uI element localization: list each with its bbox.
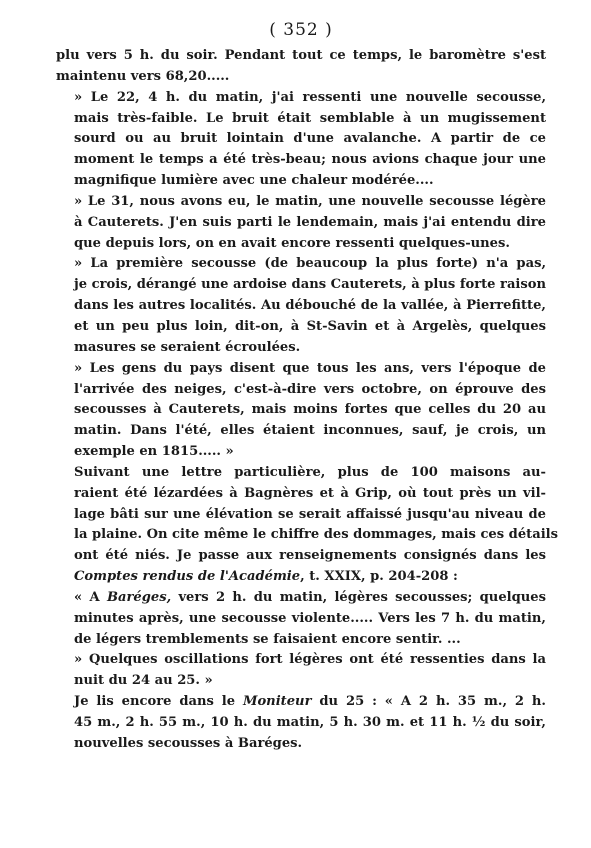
paragraph [56,463,559,588]
text-line: Comptes rendus de l'Académie, t. XXIX, p. 204-208 : [74,569,458,585]
paragraph [56,88,546,192]
text-line: maintenu vers 68,20..... [56,68,230,84]
text-line: masures se seraient écroulées. [74,339,301,355]
text-line: moment le temps a été très-beau; nous avions chaque jour une [74,152,546,168]
text-line: 45 m., 2 h. 55 m., 10 h. du matin, 5 h. 30 m. et 11 h. ½ du soir, [74,715,546,730]
text-line: l'arrivée des neiges, c'est-à-dire vers octobre, on éprouve des [74,381,546,397]
text-line: matin. Dans l'été, elles étaient inconnues, sauf, je crois, un [74,423,546,439]
text-line: et un peu plus loin, dit-on, à St-Savin et à Argelès, quelques [74,318,546,334]
text-line: magnifique lumière avec une chaleur modérée.... [74,173,434,189]
text-line: ont été niés. Je passe aux renseignements consignés dans les [74,548,546,564]
text-line: Je lis encore dans le Moniteur du 25 : « A 2 h. 35 m., 2 h. [74,694,546,710]
book-page [56,18,559,755]
text-line: » La première secousse (de beaucoup la plus forte) n'a pas, [74,256,546,272]
text-line: » Le 31, nous avons eu, le matin, une nouvelle secousse légère [74,193,546,209]
text-line: minutes après, une secousse violente..... Vers les 7 h. du matin, [74,610,546,626]
text-line: raient été lézardées à Bagnères et à Grip, où tout près un vil- [74,485,546,501]
body-text [56,46,559,755]
text-line: nuit du 24 au 25. » [74,673,213,689]
text-line: mais très-faible. Le bruit était semblable à un mugissement [74,110,546,126]
text-line: » Quelques oscillations fort légères ont été ressenties dans la [74,652,546,668]
text-line: « A Baréges, vers 2 h. du matin, légères secousses; quelques [74,589,547,605]
text-line: la plaine. On cite même le chiffre des dommages, mais ces détails [74,527,559,543]
text-line: Suivant une lettre particulière, plus de 100 maisons au- [74,464,546,480]
text-line: lage bâti sur une élévation se serait affaissé jusqu'au niveau de [74,506,546,522]
paragraph [56,650,546,692]
paragraph [56,192,546,255]
text-line: je crois, dérangé une ardoise dans Cauterets, à plus forte raison [74,277,547,293]
text-line: dans les autres localités. Au débouché de la vallée, à Pierrefitte, [74,298,546,314]
text-line: sourd ou au bruit lointain d'une avalanche. A partir de ce [74,131,546,147]
text-line: nouvelles secousses à Baréges. [74,735,303,751]
text-line: » Les gens du pays disent que tous les ans, vers l'époque de [74,360,546,376]
paragraph [56,359,546,463]
page-number: ( 352 ) [269,20,333,40]
text-line: à Cauterets. J'en suis parti le lendemain, mais j'ai entendu dire [74,214,546,230]
paragraph [56,692,546,755]
text-line: exemple en 1815..... » [74,444,234,460]
paragraph [56,46,546,88]
text-line: plu vers 5 h. du soir. Pendant tout ce temps, le baromètre s'est [56,48,546,63]
text-line: que depuis lors, on en avait encore ressenti quelques-unes. [74,235,510,251]
text-line: » Le 22, 4 h. du matin, j'ai ressenti une nouvelle secousse, [74,89,546,105]
paragraph [56,254,546,358]
paragraph [56,588,546,651]
text-line: de légers tremblements se faisaient encore sentir. ... [74,631,461,647]
text-line: secousses à Cauterets, mais moins fortes que celles du 20 au [74,402,546,418]
